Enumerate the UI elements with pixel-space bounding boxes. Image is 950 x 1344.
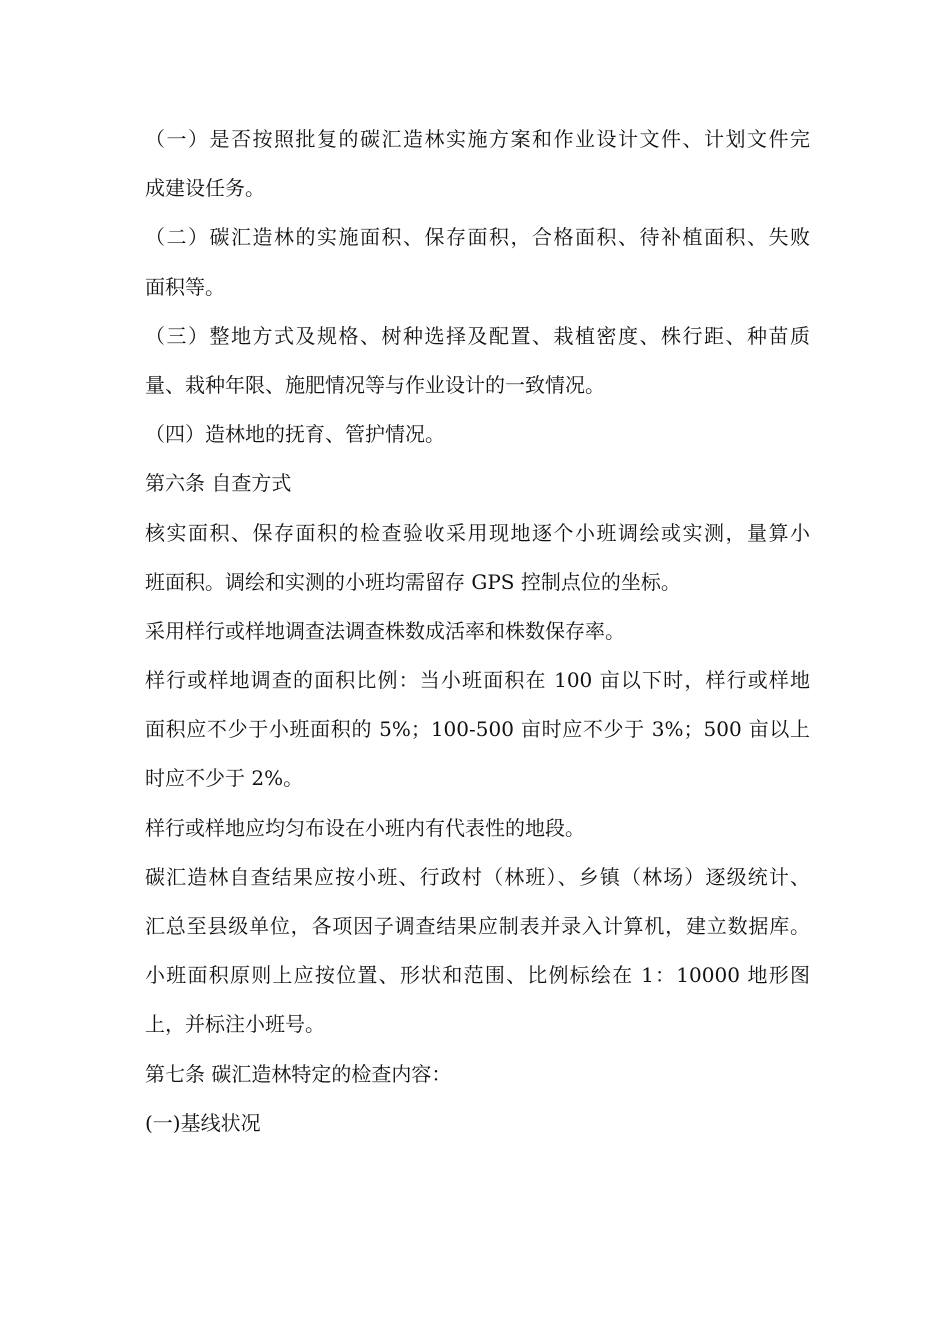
text-line: 时应不少于 2%。: [145, 766, 304, 791]
text-line: 面积应不少于小班面积的 5%；100-500 亩时应不少于 3%；500 亩以上: [145, 717, 810, 742]
text-line: （一）是否按照批复的碳汇造林实施方案和作业设计文件、计划文件完: [145, 127, 810, 151]
text-line: 面积等。: [145, 274, 225, 299]
text-line: 班面积。调绘和实测的小班均需留存 GPS 控制点位的坐标。: [145, 569, 681, 594]
text-line: 小班面积原则上应按位置、形状和范围、比例标绘在 1：10000 地形图: [145, 963, 810, 988]
text-line: 样行或样地调查的面积比例：当小班面积在 100 亩以下时，样行或样地: [145, 668, 810, 693]
text-line: 采用样行或样地调查法调查株数成活率和株数保存率。: [145, 618, 625, 643]
text-line: 核实面积、保存面积的检查验收采用现地逐个小班调绘或实测，量算小: [145, 520, 810, 545]
text-line: 碳汇造林自查结果应按小班、行政村（林班）、乡镇（林场）逐级统计、: [145, 864, 810, 889]
article-heading: 第六条 自查方式: [145, 471, 292, 496]
text-line: 样行或样地应均匀布设在小班内有代表性的地段。: [145, 815, 585, 840]
text-line: 量、栽种年限、施肥情况等与作业设计的一致情况。: [145, 372, 605, 397]
document-body: [145, 115, 810, 1148]
text-line: (一)基线状况: [145, 1110, 261, 1135]
text-line: 上，并标注小班号。: [145, 1012, 325, 1037]
article-heading: 第七条 碳汇造林特定的检查内容：: [145, 1061, 452, 1086]
text-line: （四）造林地的抚育、管护情况。: [145, 422, 445, 447]
text-line: 成建设任务。: [145, 176, 265, 201]
text-line: 汇总至县级单位，各项因子调查结果应制表并录入计算机，建立数据库。: [145, 914, 810, 938]
text-line: （二）碳汇造林的实施面积、保存面积，合格面积、待补植面积、失败: [145, 225, 810, 250]
text-line: （三）整地方式及规格、树种选择及配置、栽植密度、株行距、种苗质: [145, 323, 810, 348]
